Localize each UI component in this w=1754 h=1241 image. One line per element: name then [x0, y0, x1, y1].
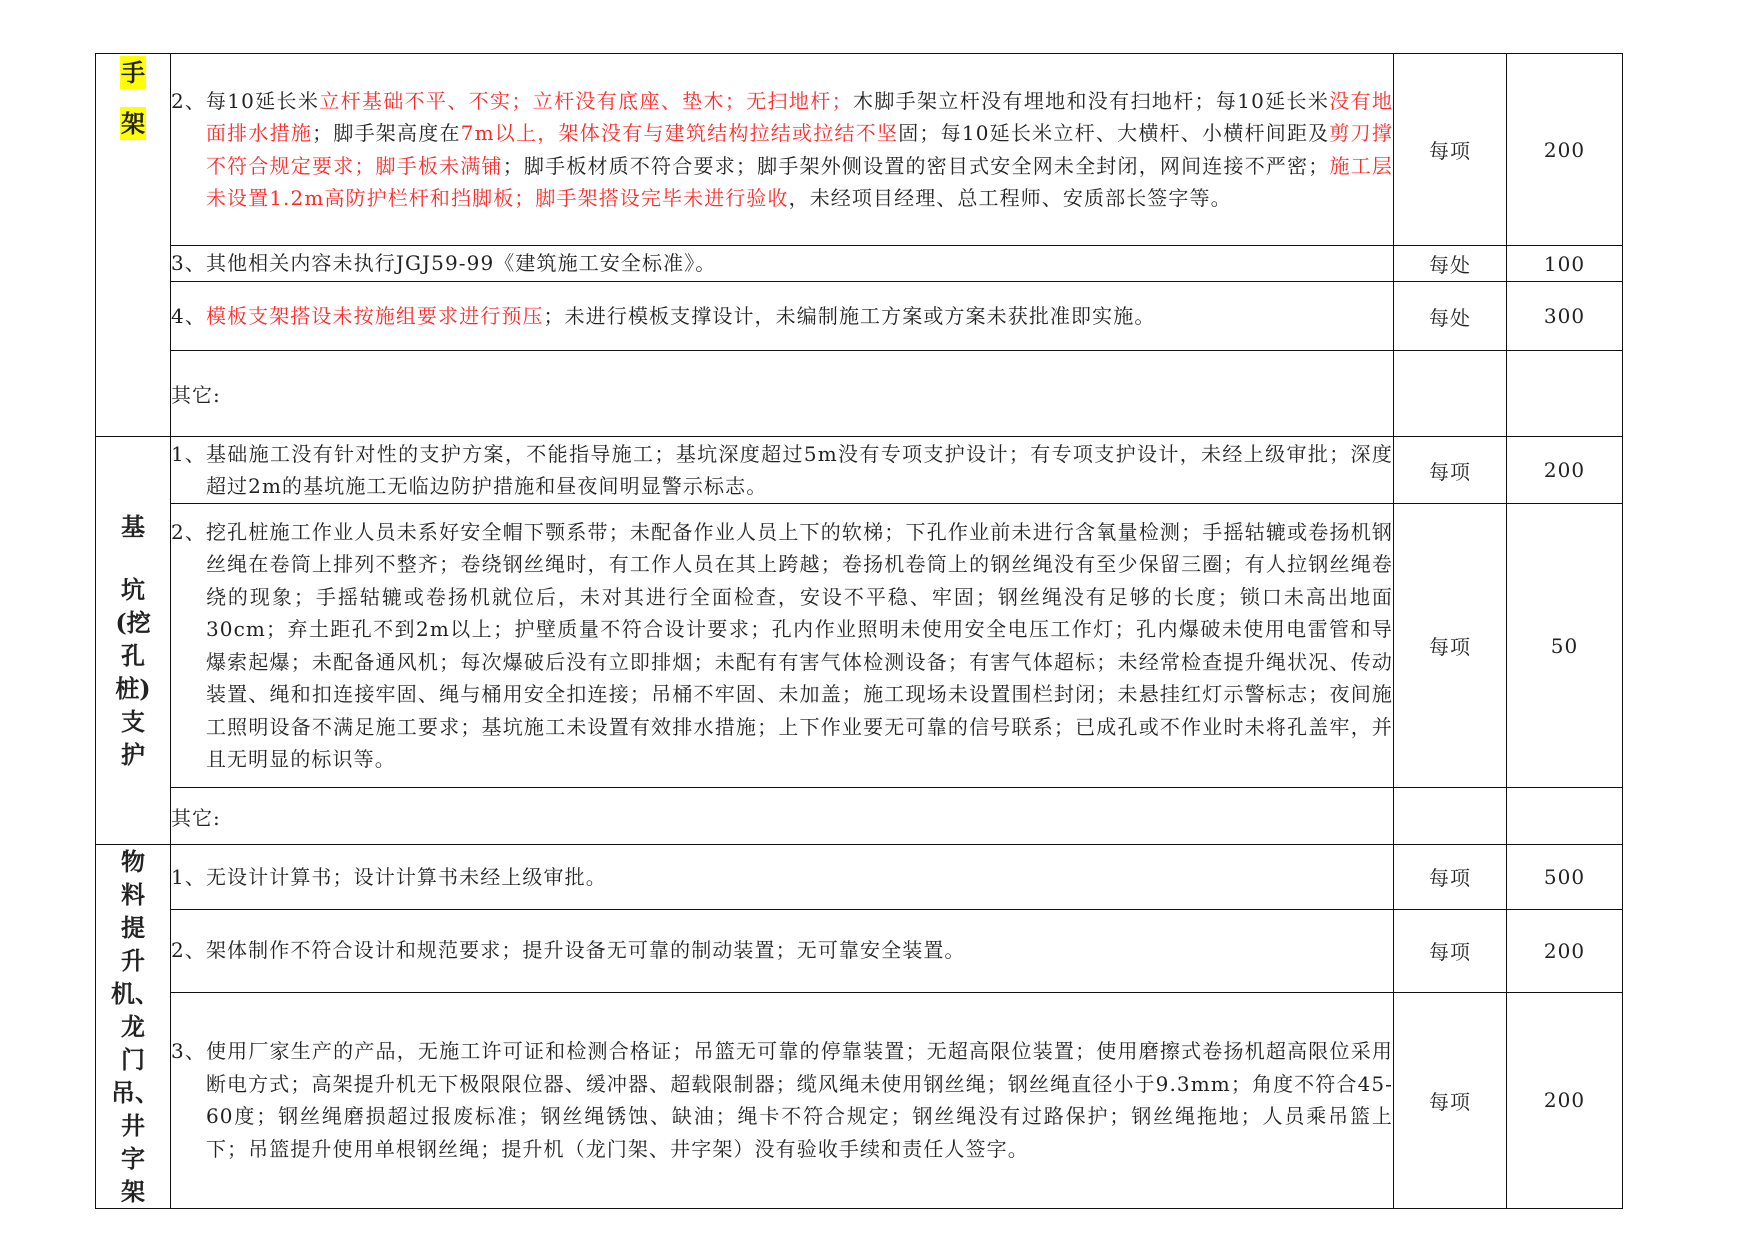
amount-cell: 200: [1507, 437, 1623, 504]
category-char: 桩): [115, 674, 151, 703]
category-char: 坑: [121, 575, 145, 604]
category-char: 架: [121, 109, 145, 138]
desc-segment: 每10延长米: [205, 88, 320, 113]
item-description: [171, 246, 1394, 282]
table-row: [96, 282, 1623, 351]
desc-segment: ；未进行模板支撑设计，未编制施工方案或方案未获批准即实施。: [543, 303, 1156, 328]
unit-cell: 每处: [1394, 282, 1507, 351]
item-number: 1、: [171, 864, 206, 889]
unit-cell: 每项: [1394, 54, 1507, 246]
category-char: 物料: [121, 847, 145, 909]
item-number: 3、: [171, 251, 206, 276]
desc-segment-highlight: 施工层未设置1.2m高防护栏杆和挡脚板；脚手架搭设完毕未进行验收: [205, 153, 1393, 210]
table-row: [96, 845, 1623, 910]
amount-cell: 500: [1507, 845, 1623, 910]
category-char: 井字: [121, 1111, 145, 1173]
amount-cell: 300: [1507, 282, 1623, 351]
unit-cell: 每项: [1394, 504, 1507, 788]
desc-segment: 无设计计算书；设计计算书未经上级审批。: [205, 864, 607, 889]
item-description: [171, 909, 1394, 992]
category-char: 机、: [111, 979, 159, 1008]
desc-segment: 使用厂家生产的产品，无施工许可证和检测合格证；吊篮无可靠的停靠装置；无超高限位装置；使用磨擦式卷扬机超高限位采用断电方式；高架提升机无下极限限位器、缓冲器、超载限制器；缆风绳未使用钢丝绳；钢丝绳直径小于9.3mm；角度不符合45-60度；钢丝绳磨损超过报废标准；钢丝绳锈蚀、缺油；绳卡不符合规定；钢丝绳没有过路保护；钢丝绳拖地；人员乘吊篮上下；吊篮提升使用单根钢丝绳；提升机（龙门架、井字架）没有验收手续和责任人签字。: [205, 1039, 1393, 1161]
unit-cell: 每项: [1394, 437, 1507, 504]
table-row: [96, 246, 1623, 282]
table-row: [96, 992, 1623, 1208]
category-char: 孔: [121, 641, 145, 670]
empty-cell: [1507, 788, 1623, 845]
category-char: (挖: [115, 608, 151, 637]
empty-cell: [1507, 351, 1623, 437]
item-number: 3、: [171, 1039, 206, 1064]
table-row: [96, 351, 1623, 437]
category-char: 龙门: [121, 1012, 145, 1074]
item-number: 4、: [171, 303, 206, 328]
amount-cell: 200: [1507, 909, 1623, 992]
desc-segment: 木脚手架立杆没有埋地和没有扫地杆；每10延长米: [852, 88, 1330, 113]
table-row: [96, 909, 1623, 992]
item-description: [171, 282, 1394, 351]
desc-segment: 架体制作不符合设计和规范要求；提升设备无可靠的制动装置；无可靠安全装置。: [205, 938, 966, 963]
category-char: 手: [121, 58, 145, 87]
desc-segment: ；脚手架高度在: [312, 121, 461, 145]
desc-segment: 固；每10延长米立杆、大横杆、小横杆间距及: [898, 121, 1330, 145]
table-row: [96, 788, 1623, 845]
category-char: 架: [121, 1177, 145, 1206]
unit-cell: 每处: [1394, 246, 1507, 282]
category-cell-foundation-pit: [96, 437, 171, 845]
desc-segment: ；脚手板材质不符合要求；脚手架外侧设置的密目式安全网未全封闭，网间连接不严密；: [502, 153, 1330, 178]
desc-segment-highlight: 立杆基础不平、不实；立杆没有底座、垫木；无扫地杆；: [319, 88, 853, 113]
unit-cell: 每项: [1394, 992, 1507, 1208]
category-char: 提升: [121, 913, 145, 975]
item-description: [171, 54, 1394, 246]
table-row: [96, 54, 1623, 246]
unit-cell: 每项: [1394, 909, 1507, 992]
category-char: 基: [121, 512, 145, 541]
amount-cell: 200: [1507, 54, 1623, 246]
desc-segment: ，未经项目经理、总工程师、安质部长签字等。: [788, 186, 1232, 210]
desc-segment: 基础施工没有针对性的支护方案，不能指导施工；基坑深度超过5m没有专项支护设计；有专项支护设计，未经上级审批；深度超过2m的基坑施工无临边防护措施和昼夜间明显警示标志。: [205, 441, 1393, 498]
amount-cell: 50: [1507, 504, 1623, 788]
category-char: 护: [121, 740, 145, 769]
empty-cell: [1394, 788, 1507, 845]
amount-cell: 100: [1507, 246, 1623, 282]
category-cell-material-hoist: [96, 845, 171, 1209]
desc-segment-highlight: 模板支架搭设未按施组要求进行预压: [205, 303, 544, 328]
desc-segment-highlight: 7m以上，架体没有与建筑结构拉结或拉结不坚: [460, 121, 899, 145]
desc-segment-highlight: 没有地面排水措施: [205, 88, 1394, 145]
other-note: 其它:: [171, 351, 1394, 437]
other-note: 其它:: [171, 788, 1394, 845]
item-description: [171, 437, 1394, 504]
item-description: [171, 504, 1394, 788]
category-char: 吊、: [111, 1078, 159, 1107]
item-number: 2、: [171, 519, 206, 544]
desc-segment: 其他相关内容未执行JGJ59-99《建筑施工安全标准》。: [205, 251, 717, 276]
desc-segment: 挖孔桩施工作业人员未系好安全帽下颚系带；未配备作业人员上下的软梯；下孔作业前未进行含氧量检测；手摇轱辘或卷扬机钢丝绳在卷筒上排列不整齐；卷绕钢丝绳时，有工作人员在其上跨越；卷扬机卷筒上的钢丝绳没有至少保留三圈；有人拉钢丝绳卷绕的现象；手摇轱辘或卷扬机就位后，未对其进行全面检查，安设不平稳、牢固；钢丝绳没有足够的长度；锁口未高出地面30cm；弃土距孔不到2m以上；护壁质量不符合设计要求；孔内作业照明未使用安全电压工作灯；孔内爆破未使用电雷管和导爆索起爆；未配备通风机；每次爆破后没有立即排烟；未配有有害气体检测设备；有害气体超标；未经常检查提升绳状况、传动装置、绳和扣连接牢固、绳与桶用安全扣连接；吊桶不牢固、未加盖；施工现场未设置围栏封闭；未悬挂红灯示警标志；夜间施工照明设备不满足施工要求；基坑施工未设置有效排水措施；上下作业要无可靠的信号联系；已成孔或不作业时未将孔盖牢，并且无明显的标识等。: [205, 519, 1393, 771]
unit-cell: 每项: [1394, 845, 1507, 910]
item-number: 2、: [171, 938, 206, 963]
desc-segment-highlight: 剪刀撑不符合规定要求；脚手板未满铺: [205, 121, 1393, 178]
item-number: 2、: [171, 88, 206, 113]
item-number: 1、: [171, 441, 206, 466]
item-description: [171, 845, 1394, 910]
category-char: 支: [121, 707, 145, 736]
item-description: [171, 992, 1394, 1208]
safety-penalty-table: [95, 53, 1623, 1209]
category-cell-scaffold: [96, 54, 171, 437]
table-row: [96, 504, 1623, 788]
table-row: [96, 437, 1623, 504]
empty-cell: [1394, 351, 1507, 437]
amount-cell: 200: [1507, 992, 1623, 1208]
